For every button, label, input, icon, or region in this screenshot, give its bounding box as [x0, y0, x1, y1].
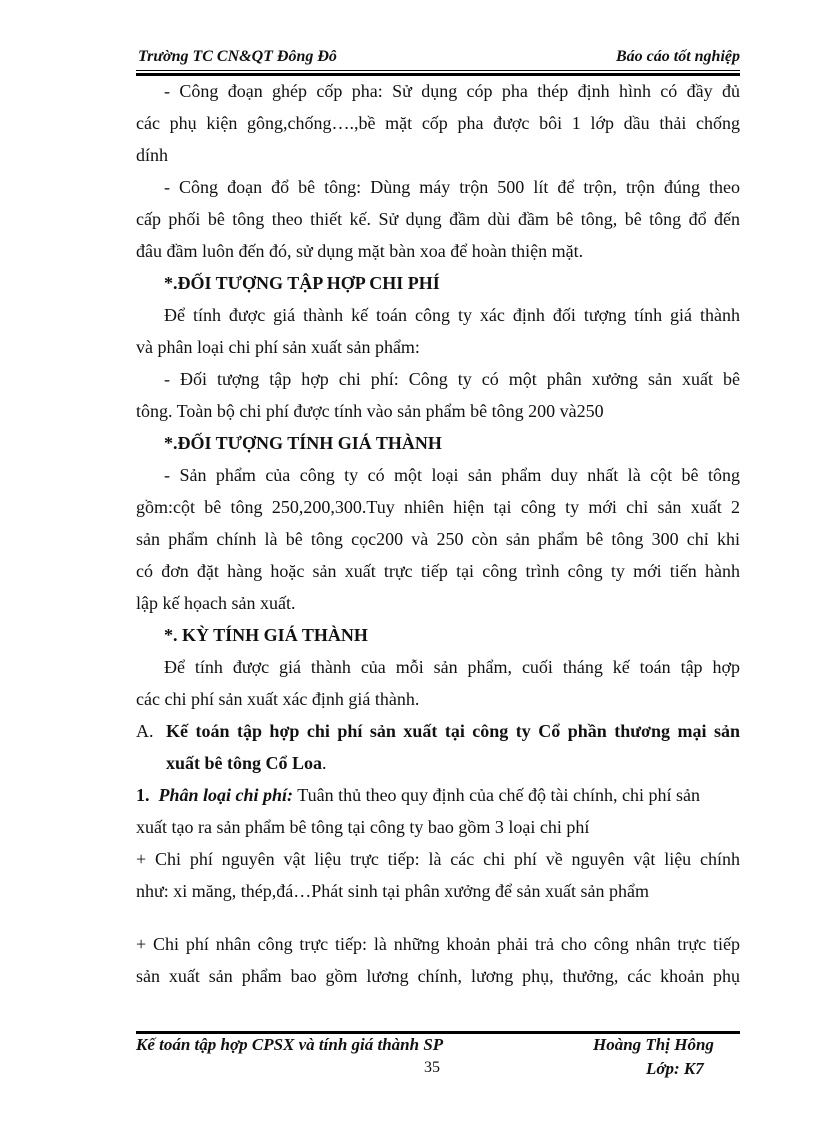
footer-class: Lớp: K7: [646, 1059, 704, 1078]
header-report-type: Báo cáo tốt nghiệp: [615, 48, 740, 65]
page-header: [136, 46, 740, 70]
paragraph-line: - Công đoạn ghép cốp pha: Sử dụng cóp pha thép định hình có đầy đủ: [164, 81, 740, 101]
header-school: Trường TC CN&QT Đông Đô: [138, 48, 337, 65]
section-a-marker: A.: [136, 721, 154, 741]
paragraph-line: sản phẩm chính là bê tông cọc200 và 250 còn sản phẩm bê tông 300 chỉ khi: [136, 529, 740, 549]
section-heading: *.ĐỐI TƯỢNG TẬP HỢP CHI PHÍ: [164, 273, 440, 293]
paragraph-line: dính: [136, 145, 169, 165]
paragraph-line: + Chi phí nhân công trực tiếp: là những khoản phải trả cho công nhân trực tiếp: [136, 934, 740, 954]
paragraph-line: - Công đoạn đổ bê tông: Dùng máy trộn 500 lít để trộn, trộn đúng theo: [164, 177, 740, 197]
footer-author: Hoàng Thị Hông: [593, 1035, 714, 1054]
paragraph-line: tông. Toàn bộ chi phí được tính vào sản phẩm bê tông 200 và250: [136, 401, 604, 421]
footer-topic: Kế toán tập hợp CPSX và tính giá thành SP: [136, 1035, 444, 1054]
paragraph-line: - Sản phẩm của công ty có một loại sản phẩm duy nhất là cột bê tông: [164, 465, 740, 485]
paragraph-line: sản xuất sản phẩm bao gồm lương chính, lương phụ, thưởng, các khoản phụ: [136, 966, 740, 986]
paragraph-line: Để tính được giá thành của mỗi sản phẩm, cuối tháng kế toán tập hợp: [164, 657, 740, 677]
page-number: 35: [424, 1059, 440, 1076]
paragraph-line: có đơn đặt hàng hoặc sản xuất trực tiếp tại công trình công ty mới tiến hành: [136, 561, 740, 581]
paragraph-line: + Chi phí nguyên vật liệu trực tiếp: là các chi phí về nguyên vật liệu chính: [136, 849, 740, 869]
paragraph-line: như: xi măng, thép,đá…Phát sinh tại phân xưởng để sản xuất sản phẩm: [136, 881, 649, 901]
item-1-title: Phân loại chi phí:: [158, 785, 294, 805]
header-rule-thick: [136, 73, 740, 76]
paragraph-line: và phân loại chi phí sản xuất sản phẩm:: [136, 337, 420, 357]
item-1-text: Tuân thủ theo quy định của chế độ tài chính, chi phí sản: [297, 785, 700, 805]
paragraph-line: Để tính được giá thành kế toán công ty xác định đối tượng tính giá thành: [164, 305, 740, 325]
section-a-title: Kế toán tập hợp chi phí sản xuất tại công ty Cổ phần thương mại sản: [166, 721, 740, 741]
section-a-period: .: [322, 753, 327, 773]
item-1-line: [136, 785, 740, 805]
section-a-title-text: xuất bê tông Cổ Loa: [166, 753, 323, 773]
paragraph-line: - Đối tượng tập hợp chi phí: Công ty có một phân xưởng sản xuất bê: [164, 369, 740, 389]
header-rule-thin: [136, 70, 740, 71]
page-footer: [136, 1035, 740, 1095]
paragraph-line: đâu đầm luôn đến đó, sử dụng mặt bàn xoa để hoàn thiện mặt.: [136, 241, 584, 261]
item-1-number: 1.: [136, 785, 150, 805]
section-heading: *. KỲ TÍNH GIÁ THÀNH: [164, 625, 368, 645]
paragraph-line: gồm:cột bê tông 250,200,300.Tuy nhiên hiện tại công ty mới chỉ sản xuất 2: [136, 497, 740, 517]
paragraph-line: lập kế họach sản xuất.: [136, 593, 296, 613]
paragraph-line: xuất tạo ra sản phẩm bê tông tại công ty bao gồm 3 loại chi phí: [136, 817, 590, 837]
paragraph-line: các chi phí sản xuất xác định giá thành.: [136, 689, 420, 709]
paragraph-line: cấp phối bê tông theo thiết kế. Sử dụng đầm dùi đầm bê tông, bê tông đổ đến: [136, 209, 740, 229]
section-heading: *.ĐỐI TƯỢNG TÍNH GIÁ THÀNH: [164, 433, 442, 453]
paragraph-line: các phụ kiện gông,chống….,bề mặt cốp pha được bôi 1 lớp dầu thải chống: [136, 113, 740, 133]
section-a-title-cont: [166, 753, 740, 773]
footer-rule: [136, 1031, 740, 1034]
